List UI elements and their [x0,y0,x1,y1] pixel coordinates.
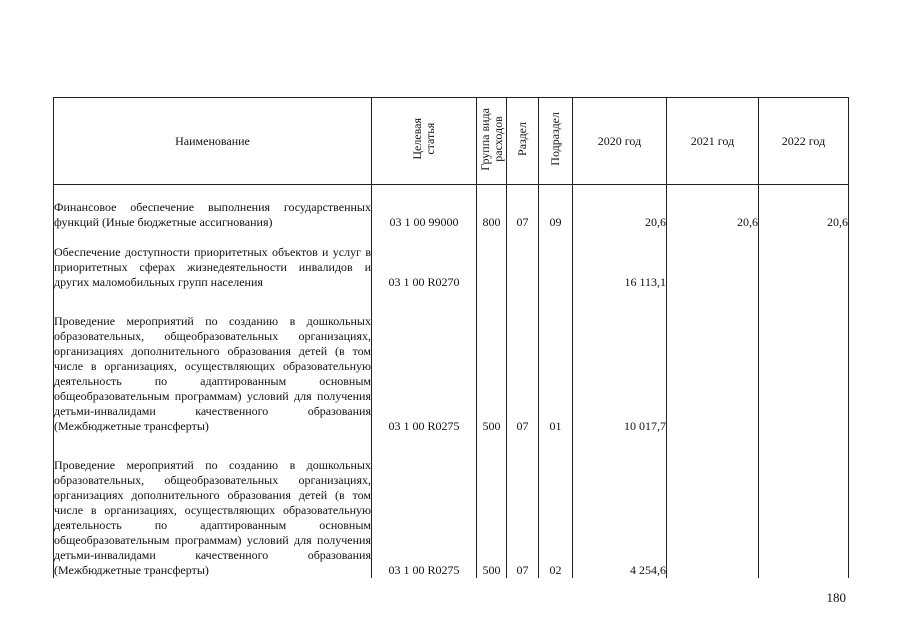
row-name: Проведение мероприятий по созданию в дошкольных образовательных, общеобразовательных организациях, организациях дополнительного образования детей (в том числе в организациях, осуществляющих образовательную деятельность по адаптированным основным общеобразовательным программам) условий для получения детьми-инвалидами качественного образования (Межбюджетные трансферты) [54,290,372,434]
table-row [54,185,849,230]
row-2022: 20,6 [759,185,849,230]
row-name: Финансовое обеспечение выполнения государственных функций (Иные бюджетные ассигнования) [54,185,372,230]
row-2020: 20,6 [573,185,667,230]
header-name: Наименование [54,98,372,185]
row-2021 [667,434,759,578]
row-2022 [759,290,849,434]
row-2021 [667,290,759,434]
row-section: 07 [507,290,539,434]
header-subsection: Подраздел [539,98,573,185]
table-row [54,290,849,434]
page-number: 180 [826,590,846,605]
row-expense-group [477,230,507,290]
row-expense-group: 800 [477,185,507,230]
row-target-code: 03 1 00 R0270 [372,230,477,290]
header-2022: 2022 год [759,98,849,185]
row-target-code: 03 1 00 99000 [372,185,477,230]
row-expense-group: 500 [477,290,507,434]
row-name: Проведение мероприятий по созданию в дошкольных образовательных, общеобразовательных организациях, организациях дополнительного образования детей (в том числе в организациях, осуществляющих образовательную деятельность по адаптированным основным общеобразовательным программам) условий для получения детьми-инвалидами качественного образования (Межбюджетные трансферты) [54,434,372,578]
header-target-article: Целевая статья [372,98,477,185]
row-2020: 4 254,6 [573,434,667,578]
row-expense-group: 500 [477,434,507,578]
row-name: Обеспечение доступности приоритетных объектов и услуг в приоритетных сферах жизнедеятельности инвалидов и других маломобильных групп населения [54,230,372,290]
row-subsection: 01 [539,290,573,434]
header-2021: 2021 год [667,98,759,185]
header-2020: 2020 год [573,98,667,185]
row-subsection: 09 [539,185,573,230]
row-2022 [759,230,849,290]
row-section: 07 [507,185,539,230]
row-section: 07 [507,434,539,578]
header-section: Раздел [507,98,539,185]
table-row [54,230,849,290]
row-2020: 16 113,1 [573,230,667,290]
row-target-code: 03 1 00 R0275 [372,290,477,434]
table-row [54,434,849,578]
table-header-row [54,98,849,185]
row-subsection: 02 [539,434,573,578]
budget-table [53,97,849,578]
header-expense-group: Группа вида расходов [477,98,507,185]
row-target-code: 03 1 00 R0275 [372,434,477,578]
row-2022 [759,434,849,578]
row-2020: 10 017,7 [573,290,667,434]
row-2021 [667,230,759,290]
row-section [507,230,539,290]
row-subsection [539,230,573,290]
row-2021: 20,6 [667,185,759,230]
